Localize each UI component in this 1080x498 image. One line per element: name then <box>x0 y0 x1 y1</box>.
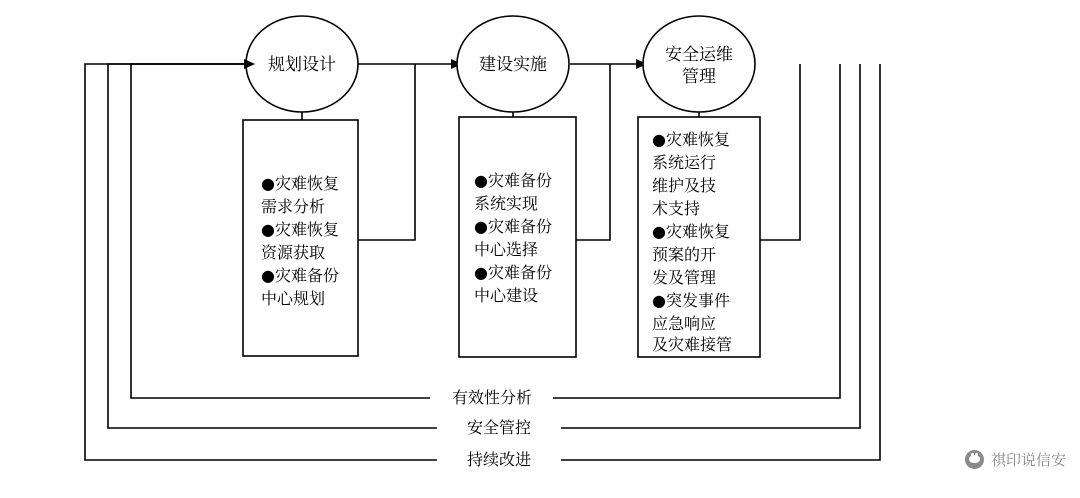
list-item: 术支持 <box>652 199 701 218</box>
feedback-label-continuous-improvement: 持续改进 <box>466 450 532 469</box>
list-item: ●灾难恢复 <box>261 220 339 239</box>
phase-construction[interactable] <box>457 16 576 357</box>
construction-label: 建设实施 <box>479 55 547 75</box>
list-item: ●灾难恢复 <box>652 130 730 149</box>
phase-planning[interactable] <box>243 16 358 356</box>
list-item: 中心规划 <box>261 289 326 308</box>
feedback-label-effectiveness: 有效性分析 <box>451 388 533 407</box>
list-item: 及灾难接管 <box>652 335 733 354</box>
list-item: 系统实现 <box>474 194 539 213</box>
construction-detail-box[interactable] <box>459 117 576 357</box>
list-item: 需求分析 <box>261 197 326 216</box>
construction-branch-path <box>576 64 610 240</box>
list-item: ●灾难备份 <box>261 266 339 285</box>
operations-label-line1: 安全运维 <box>665 45 733 65</box>
list-item: 应急响应 <box>652 314 717 333</box>
list-item: ●灾难备份 <box>474 217 552 236</box>
watermark-text: 祺印说信安 <box>990 451 1066 469</box>
list-item: ●灾难备份 <box>474 263 552 282</box>
list-item: ●灾难恢复 <box>652 222 730 241</box>
phase-operations[interactable] <box>638 16 760 357</box>
watermark <box>965 449 1066 470</box>
list-item: 预案的开 <box>652 245 717 264</box>
list-item: 维护及技 <box>652 176 717 195</box>
list-item: 资源获取 <box>261 243 326 262</box>
list-item: 系统运行 <box>652 153 717 172</box>
list-item: ●灾难备份 <box>474 171 552 190</box>
wechat-avatar-icon <box>965 450 984 469</box>
planning-branch-path <box>358 64 415 240</box>
list-item: 发及管理 <box>652 268 717 287</box>
list-item: ●灾难恢复 <box>261 174 339 193</box>
operations-branch-path <box>760 64 800 240</box>
list-item: 中心选择 <box>474 240 539 259</box>
list-item: 中心建设 <box>474 286 539 305</box>
list-item: ●突发事件 <box>652 291 730 310</box>
operations-label-line2: 管理 <box>682 67 716 87</box>
planning-label: 规划设计 <box>268 55 336 75</box>
feedback-label-security-control: 安全管控 <box>466 418 532 437</box>
